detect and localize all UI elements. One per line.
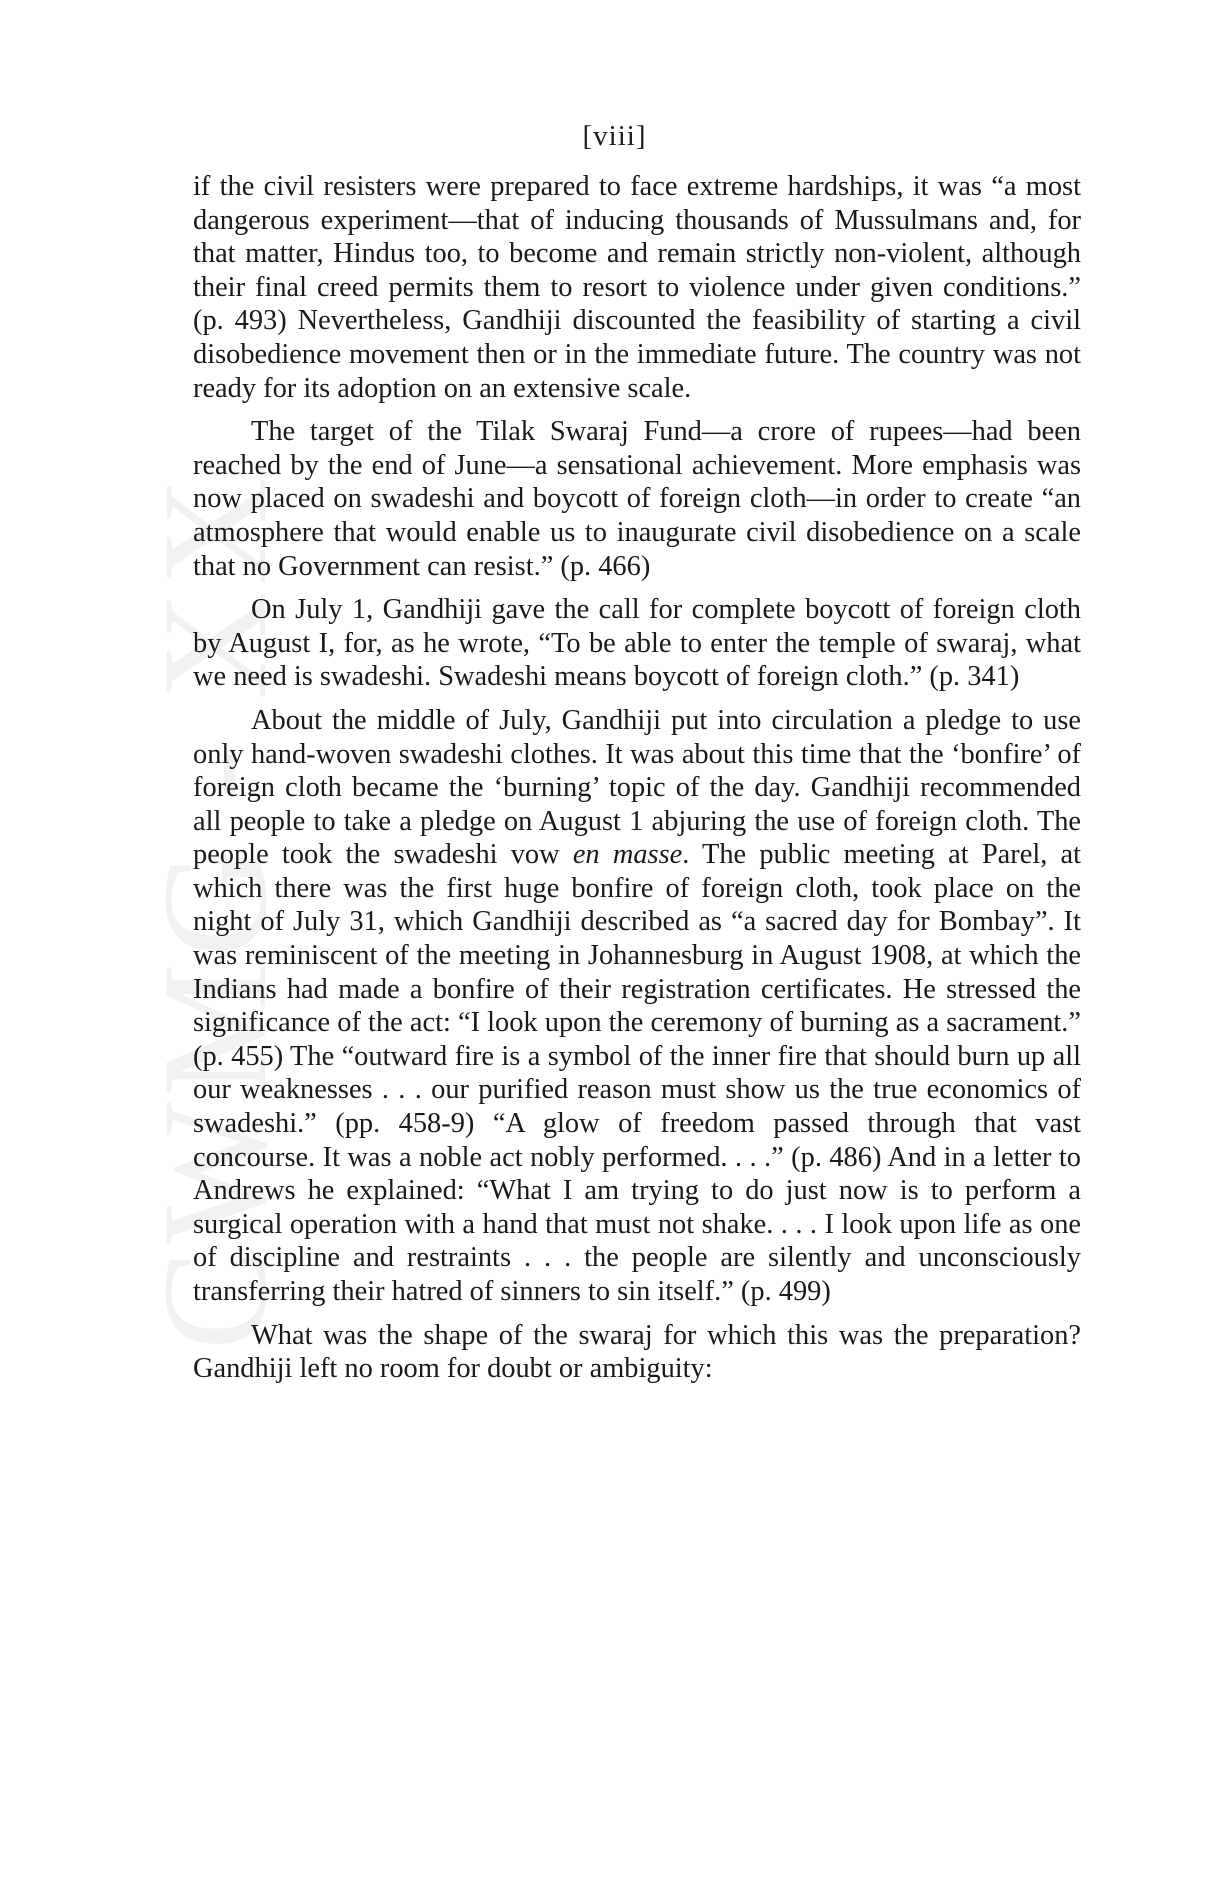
paragraph-4: [193, 704, 1081, 1309]
paragraph-1: if the civil resisters were prepared to face extreme hardships, it was “a most dangerous experiment—that of inducing thousands of Mussulmans and, for that matter, Hindus too, to become and remain strictly non-violent, although their final creed permits them to resort to violence under given conditions.” (p. 493) Nevertheless, Gandhiji discounted the feasibility of starting a civil disobedience movement then or in the immediate future. The country was not ready for its adoption on an extensive scale.: [193, 171, 1081, 404]
paragraph-5: What was the shape of the swaraj for which this was the preparation? Gandhiji left no room for doubt or ambiguity:: [193, 1319, 1081, 1385]
paragraph-3: On July 1, Gandhiji gave the call for complete boycott of foreign cloth by August I, for, as he wrote, “To be able to enter the temple of swaraj, what we need is swadeshi. Swadeshi means boycott of foreign cloth.” (p. 341): [193, 594, 1081, 693]
watermark-text: CWMG - XX: [132, 471, 298, 1350]
paragraph-2: The target of the Tilak Swaraj Fund—a crore of rupees—had been reached by the end of June—a sensational achievement. More emphasis was now placed on swadeshi and boycott of foreign cloth—in order to create “an atmosphere that would enable us to inaugurate civil disobedience on a scale that no Government can resist.” (p. 466): [193, 416, 1081, 582]
paragraph-4-part-1: About the middle of July, Gandhiji put into circulation a pledge to use only hand-woven swadeshi clothes. It was about this time that the ‘bonfire’ of foreign cloth became the ‘burning’ topic of the day. Gandhiji recommended all people to take a pledge on August 1 abjuring the use of foreign cloth. The people took the swadeshi vow: [193, 704, 1081, 871]
body-text: [193, 170, 1081, 1396]
paragraph-4-italic: en masse: [572, 839, 683, 871]
paragraph-4-part-2: . The public meeting at Parel, at which there was the first huge bonfire of foreign cloth, took place on the night of July 31, which Gandhiji described as “a sacred day for Bombay”. It was reminiscent of the meeting in Johannesburg in August 1908, at which the Indians had made a bonfire of their registration certificates. He stressed the significance of the act: “I look upon the ceremony of burning as a sacrament.” (p. 455) The “outward fire is a symbol of the inner fire that should burn up all our weaknesses . . . our purified reason must show us the true economics of swadeshi.” (pp. 458-9) “A glow of freedom passed through that vast concourse. It was a noble act nobly performed. . . .” (p. 486) And in a letter to Andrews he explained: “What I am trying to do just now is to perform a surgical operation with a hand that must not shake. . . . I look upon life as one of discipline and restraints . . . the people are silently and unconsciously transferring their hatred of sinners to sin itself.” (p. 499): [193, 839, 1082, 1307]
page-number: [viii]: [582, 120, 647, 152]
